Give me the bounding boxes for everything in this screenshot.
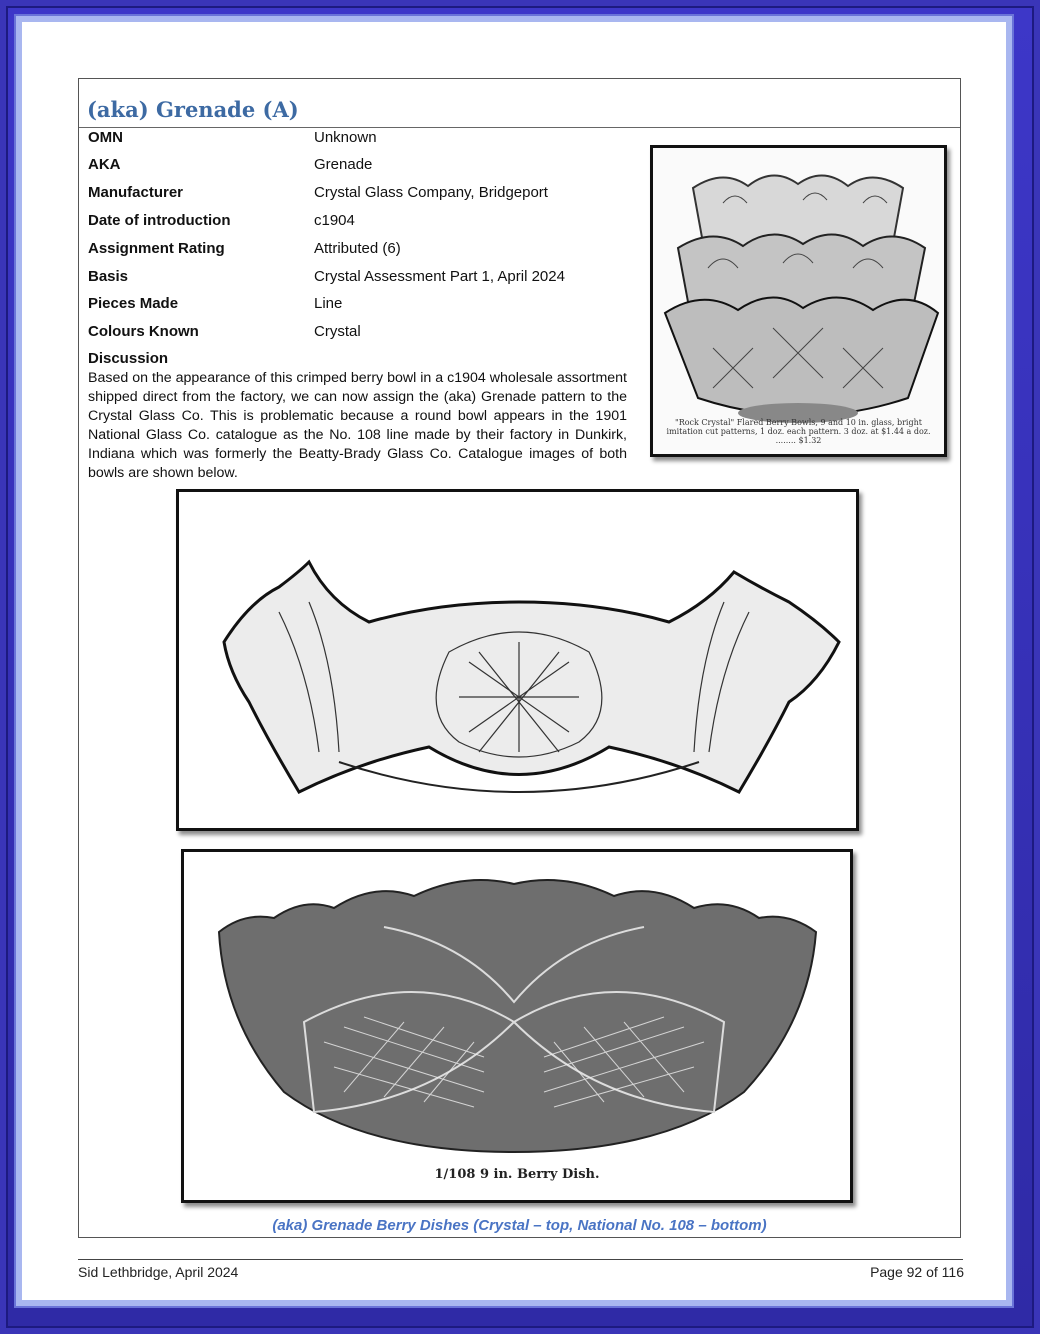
berry-dish-108-image — [181, 849, 853, 1203]
title-divider — [79, 127, 960, 128]
document-page — [22, 22, 1006, 1300]
footer-divider — [78, 1259, 963, 1260]
field-row-colours — [88, 323, 628, 345]
catalogue-image-rock-crystal — [650, 145, 947, 457]
figure-caption: (aka) Grenade Berry Dishes (Crystal – top, National No. 108 – bottom) — [272, 1217, 767, 1234]
field-row-rating — [88, 240, 628, 262]
field-value: Crystal Glass Company, Bridgeport — [314, 184, 548, 201]
field-value: Grenade — [314, 156, 373, 173]
field-value: Unknown — [314, 129, 377, 146]
page-title: (aka) Grenade (A) — [87, 97, 299, 122]
field-row-pieces — [88, 295, 628, 317]
field-label: Assignment Rating — [88, 240, 225, 257]
field-value: Crystal Assessment Part 1, April 2024 — [314, 268, 565, 285]
field-row-date — [88, 212, 628, 234]
field-label: Date of introduction — [88, 212, 231, 229]
field-value: Crystal — [314, 323, 361, 340]
field-label: OMN — [88, 129, 123, 146]
field-label: Colours Known — [88, 323, 199, 340]
stacked-bowls-illustration — [653, 148, 944, 454]
field-row-aka — [88, 156, 628, 178]
field-row-basis — [88, 268, 628, 290]
field-label: Pieces Made — [88, 295, 179, 312]
crimped-berry-bowl-image — [176, 489, 859, 831]
berry-dish-illustration — [184, 852, 850, 1200]
field-label: AKA — [88, 156, 121, 173]
crimped-bowl-illustration — [179, 492, 856, 828]
discussion-heading: Discussion — [88, 350, 169, 367]
catalogue-caption: "Rock Crystal" Flared Berry Bowls, 9 and 10 in. glass, bright imitation cut patterns, 1 doz. each pattern. 3 doz. at $1.44 a doz. ........ $1.32 — [666, 418, 931, 445]
berry-dish-caption: 1/108 9 in. Berry Dish. — [434, 1167, 600, 1182]
footer-author-date: Sid Lethbridge, April 2024 — [78, 1264, 239, 1280]
discussion-text: Based on the appearance of this crimped berry bowl in a c1904 wholesale assortment shipped direct from the factory, we can now assign the (aka) Grenade pattern to the Crystal Glass Co. This is problematic because a round bowl appears in the 1901 National Glass Co. catalogue as the No. 108 line made by their factory in Dunkirk, Indiana which was formerly the Beatty-Brady Glass Co. Catalogue images of both bowls are shown below. — [88, 370, 627, 481]
field-label: Manufacturer — [88, 184, 184, 201]
field-label: Basis — [88, 268, 129, 285]
field-row-omn — [88, 129, 628, 151]
content-box — [78, 78, 961, 1238]
field-value: c1904 — [314, 212, 355, 229]
field-value: Line — [314, 295, 343, 312]
footer-page-number: Page 92 of 116 — [870, 1264, 964, 1280]
field-row-manufacturer — [88, 184, 628, 206]
field-value: Attributed (6) — [314, 240, 401, 257]
